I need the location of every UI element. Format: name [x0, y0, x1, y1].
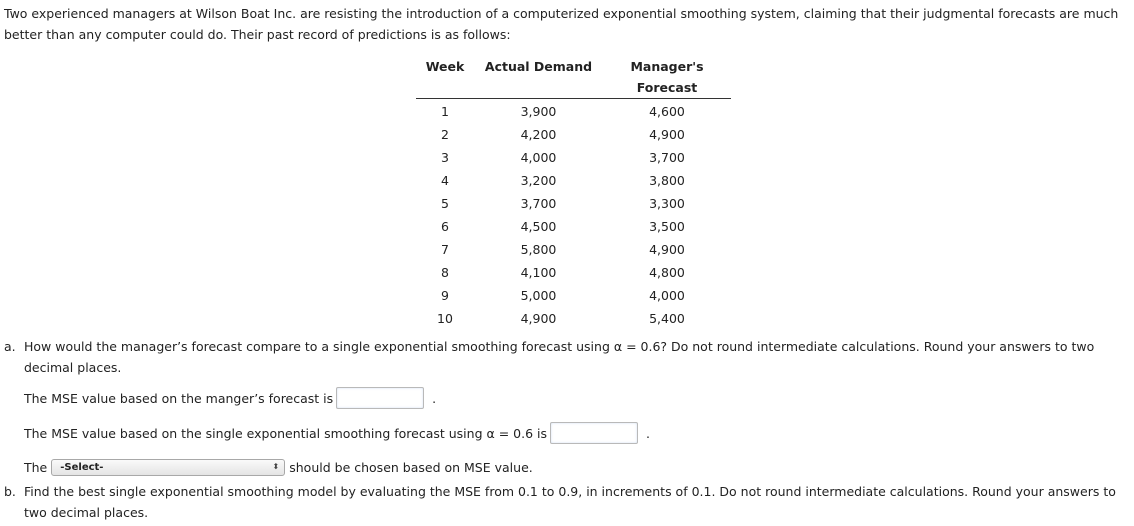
actual-demand-cell: 4,100 [520, 265, 557, 280]
choice-line [24, 455, 533, 479]
actual-demand-cell: 4,200 [520, 127, 557, 142]
managers-forecast-cell: 4,000 [649, 288, 685, 303]
managers-forecast-cell: 3,700 [649, 150, 685, 165]
mse-manager-input[interactable] [336, 387, 424, 409]
table-row [416, 146, 731, 169]
mse-ses-label: The MSE value based on the single exponential smoothing forecast using α = 0.6 is [24, 425, 547, 441]
managers-forecast-cell: 3,800 [649, 173, 685, 188]
part-b-text: Find the best single exponential smoothing model by evaluating the MSE from 0.1 to 0.9, in increments of 0.1. Do not round intermediate calculations. Round your answers to two decimal places. [24, 484, 1116, 520]
week-cell: 9 [441, 288, 449, 303]
forecast-choice-value: -Select- [60, 461, 104, 473]
actual-demand-cell: 3,900 [520, 104, 557, 119]
week-cell: 2 [441, 127, 449, 142]
managers-forecast-cell: 3,300 [649, 196, 685, 211]
week-cell: 3 [441, 150, 449, 165]
choice-prefix: The [24, 459, 48, 475]
week-cell: 7 [441, 242, 449, 257]
table-row [416, 238, 731, 261]
managers-forecast-cell: 4,900 [649, 127, 685, 142]
managers-forecast-header-text: Manager's Forecast [630, 59, 704, 95]
week-cell: 1 [441, 104, 449, 119]
table-row [416, 123, 731, 146]
mse-manager-period: . [432, 390, 437, 406]
table-row [416, 284, 731, 307]
mse-manager-line [24, 386, 436, 410]
week-cell: 4 [441, 173, 449, 188]
problem-intro: Two experienced managers at Wilson Boat Inc. are resisting the introduction of a computerized exponential smoothing system, claiming that their judgmental forecasts are much better than any computer could do. Their past record of predictions is as follows: [4, 6, 1119, 42]
week-column-header: Week [425, 59, 465, 74]
mse-manager-label: The MSE value based on the manger’s forecast is [24, 390, 334, 406]
table-row [416, 192, 731, 215]
actual-demand-column-header: Actual Demand [484, 59, 593, 74]
actual-demand-cell: 3,700 [520, 196, 557, 211]
actual-demand-cell: 4,000 [520, 150, 557, 165]
part-b-question [4, 481, 1130, 523]
actual-demand-cell: 4,900 [520, 311, 557, 326]
mse-ses-input[interactable] [550, 422, 638, 444]
part-a-label: a. [4, 339, 16, 354]
table-row [416, 215, 731, 238]
managers-forecast-cell: 4,900 [649, 242, 685, 257]
week-cell: 6 [441, 219, 449, 234]
managers-forecast-cell: 4,800 [649, 265, 685, 280]
managers-forecast-column-header [603, 56, 731, 99]
managers-forecast-cell: 4,600 [649, 104, 685, 119]
part-a-text: How would the manager’s forecast compare to a single exponential smoothing forecast using α = 0.6? Do not round intermediate calculations. Round your answers to two decimal places. [24, 339, 1095, 375]
table-row [416, 169, 731, 192]
mse-ses-period: . [645, 425, 650, 441]
managers-forecast-cell: 3,500 [649, 219, 685, 234]
part-a-question [4, 336, 1130, 378]
updown-chevron-icon: ⬍ [272, 462, 280, 471]
part-b-label: b. [4, 484, 16, 499]
forecast-table [416, 56, 731, 330]
actual-demand-cell: 3,200 [520, 173, 557, 188]
mse-ses-line [24, 421, 650, 445]
actual-demand-cell: 5,800 [520, 242, 557, 257]
week-cell: 8 [441, 265, 449, 280]
forecast-choice-select[interactable] [51, 459, 285, 476]
actual-demand-cell: 4,500 [520, 219, 557, 234]
table-row [416, 261, 731, 284]
table-row [416, 99, 731, 124]
choice-suffix: should be chosen based on MSE value. [289, 459, 533, 475]
week-cell: 10 [437, 311, 453, 326]
table-row [416, 307, 731, 330]
week-cell: 5 [441, 196, 449, 211]
actual-demand-cell: 5,000 [520, 288, 557, 303]
managers-forecast-cell: 5,400 [649, 311, 685, 326]
table-header-row [416, 56, 731, 99]
